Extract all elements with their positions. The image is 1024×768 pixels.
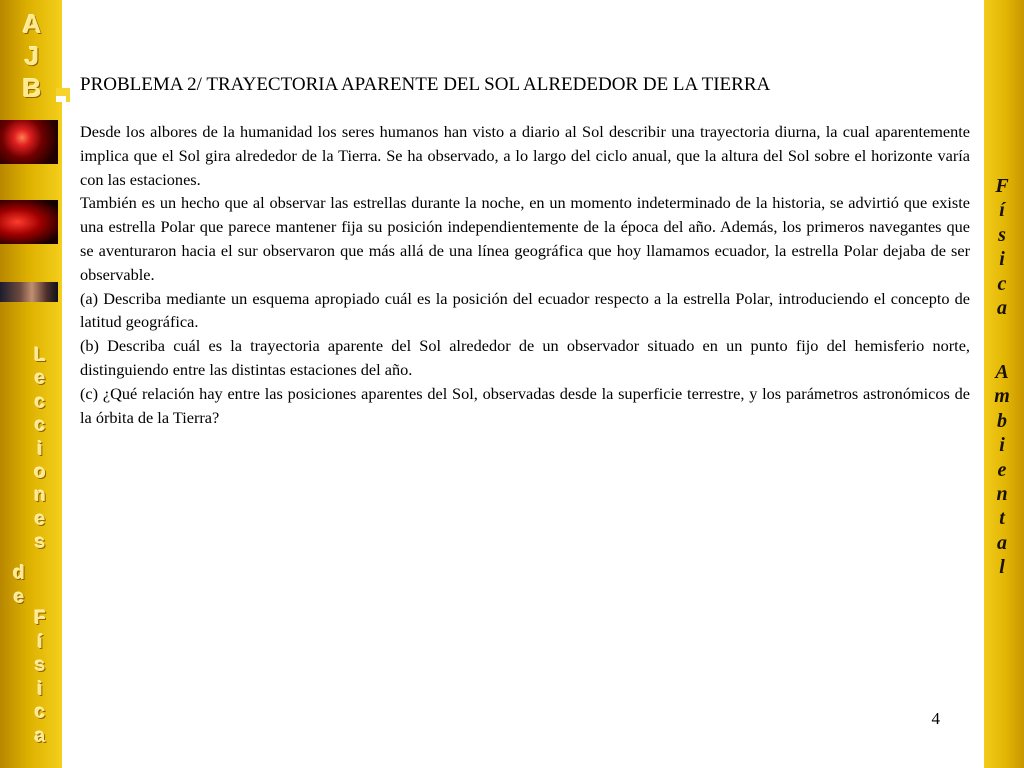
- vertical-letter: s: [998, 223, 1006, 246]
- vertical-letter: e: [34, 368, 46, 390]
- context-paragraph: También es un hecho que al observar las estrellas durante la noche, en un momento indeterminado de la historia, se advirtió que existe una estrella Polar que parece mantener fija su posición independientemente de la época del año. Además, los primeros navegantes que se aventuraron hacia el sur observaron que más allá de una línea geográfica que hoy llamamos ecuador, la estrella Polar dejaba de ser observable.: [80, 193, 970, 284]
- fisica-vertical-label-right: [984, 174, 1020, 320]
- intro-paragraph: Desde los albores de la humanidad los seres humanos han visto a diario al Sol describir una trayectoria diurna, la cual aparentemente implica que el Sol gira alrededor de la Tierra. Se ha observado, a lo largo del ciclo anual, que la altura del Sol sobre el horizonte varía con las estaciones.: [80, 122, 970, 189]
- vertical-letter: s: [34, 655, 46, 676]
- logo-letter: J: [24, 41, 40, 71]
- question-c: (c) ¿Qué relación hay entre las posiciones aparentes del Sol, observadas desde la superficie terrestre, y los parámetros astronómicos de la órbita de la Tierra?: [80, 383, 970, 427]
- logo-tab-notch: [56, 96, 66, 102]
- sidebar-image-spectrum: [0, 282, 58, 302]
- vertical-letter: í: [37, 631, 43, 653]
- logo-letter: B: [22, 73, 42, 103]
- logo-letter: A: [22, 9, 42, 39]
- vertical-letter: a: [997, 531, 1007, 554]
- vertical-letter: s: [34, 532, 46, 554]
- vertical-letter: a: [997, 297, 1007, 320]
- vertical-letter: a: [34, 725, 46, 747]
- vertical-letter: i: [37, 438, 43, 460]
- vertical-letter: l: [999, 556, 1005, 579]
- vertical-letter: c: [34, 702, 46, 723]
- vertical-letter: i: [999, 434, 1005, 457]
- vertical-letter: e: [34, 508, 46, 530]
- slide-title: PROBLEMA 2/ TRAYECTORIA APARENTE DEL SOL ALREDEDOR DE LA TIERRA: [80, 74, 771, 95]
- vertical-letter: n: [996, 483, 1008, 506]
- vertical-letter: d: [13, 563, 25, 584]
- vertical-letter: L: [34, 345, 46, 366]
- vertical-letter: i: [37, 678, 43, 700]
- vertical-letter: c: [997, 272, 1007, 295]
- vertical-letter: e: [997, 458, 1007, 481]
- vertical-letter: b: [997, 409, 1007, 432]
- vertical-letter: F: [34, 608, 46, 629]
- question-b: (b) Describa cuál es la trayectoria aparente del Sol alrededor de un observador situado en un punto fijo del hemisferio norte, distinguiendo entre las distintas estaciones del año.: [80, 336, 970, 379]
- question-a: (a) Describa mediante un esquema apropiado cuál es la posición del ecuador respecto a la estrella Polar, introduciendo el concepto de latitud geográfica.: [80, 288, 970, 332]
- vertical-letter: A: [995, 361, 1009, 383]
- ambiental-vertical-label: [984, 360, 1020, 580]
- vertical-letter: i: [999, 248, 1005, 271]
- de-vertical-label: [4, 562, 34, 610]
- sidebar-image-red-glow: [0, 200, 58, 244]
- lecciones-vertical-label: [24, 344, 56, 555]
- vertical-letter: í: [999, 199, 1005, 222]
- vertical-letter: m: [994, 385, 1010, 408]
- vertical-letter: o: [34, 462, 46, 484]
- vertical-letter: t: [999, 507, 1005, 530]
- vertical-letter: c: [34, 415, 46, 437]
- vertical-letter: n: [34, 485, 46, 507]
- vertical-letter: F: [995, 175, 1009, 197]
- sidebar-image-red-light: [0, 120, 58, 164]
- vertical-letter: c: [34, 391, 46, 413]
- fisica-vertical-label-left: [24, 607, 56, 748]
- page-number: 4: [931, 709, 940, 728]
- ajb-logo: [16, 8, 48, 104]
- vertical-letter: e: [13, 587, 25, 608]
- slide-body: [80, 120, 970, 429]
